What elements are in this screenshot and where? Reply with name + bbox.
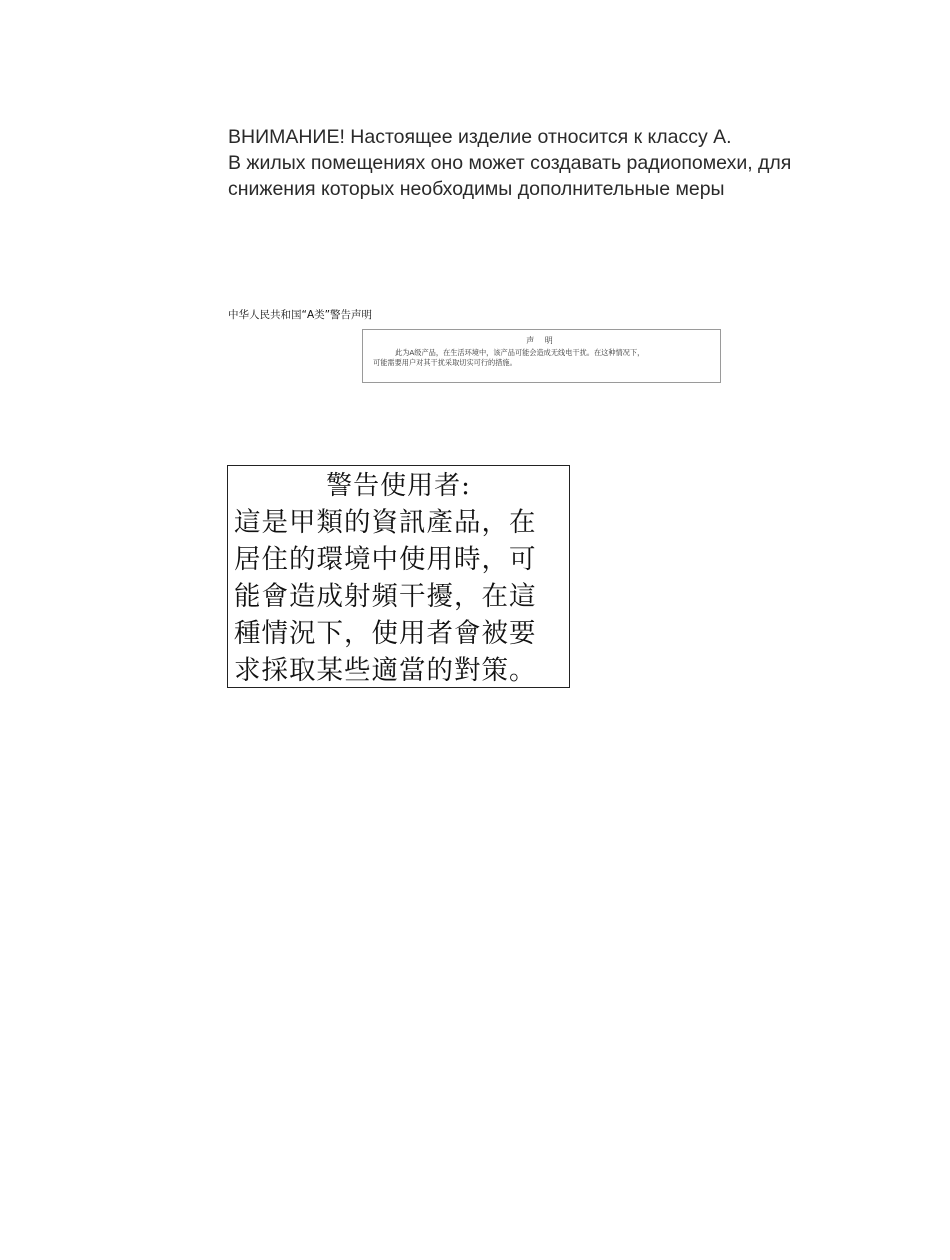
- china-statement-box: [362, 329, 721, 383]
- russian-warning-line-2: В жилых помещениях оно может создавать радиопомехи, для: [228, 152, 792, 174]
- china-statement-line-1: 此为A级产品，在生活环境中，该产品可能会造成无线电干扰。在这种情况下，: [395, 348, 645, 357]
- russian-warning-line-3: снижения которых необходимы дополнительные меры: [228, 178, 725, 200]
- taiwan-warning-line-3: 能會造成射頻干擾，在這: [234, 581, 537, 612]
- taiwan-warning-line-5: 求採取某些適當的對策。: [234, 655, 537, 686]
- taiwan-class-a-warning-box: [227, 465, 570, 688]
- taiwan-warning-line-4: 種情況下，使用者會被要: [234, 618, 537, 649]
- russian-warning-line-1: ВНИМАНИЕ! Настоящее изделие относится к классу А.: [228, 126, 732, 148]
- china-statement-title: 声 明: [526, 336, 557, 345]
- russian-class-a-warning: [228, 124, 928, 202]
- taiwan-warning-line-1: 這是甲類的資訊產品，在: [234, 507, 537, 538]
- taiwan-warning-line-2: 居住的環境中使用時，可: [234, 544, 537, 575]
- china-class-a-heading: 中华人民共和国“A类”警告声明: [228, 309, 373, 321]
- china-statement-body: [363, 346, 720, 368]
- taiwan-warning-title: 警告使用者:: [326, 471, 471, 501]
- china-statement-line-2: 可能需要用户对其干扰采取切实可行的措施。: [373, 358, 517, 367]
